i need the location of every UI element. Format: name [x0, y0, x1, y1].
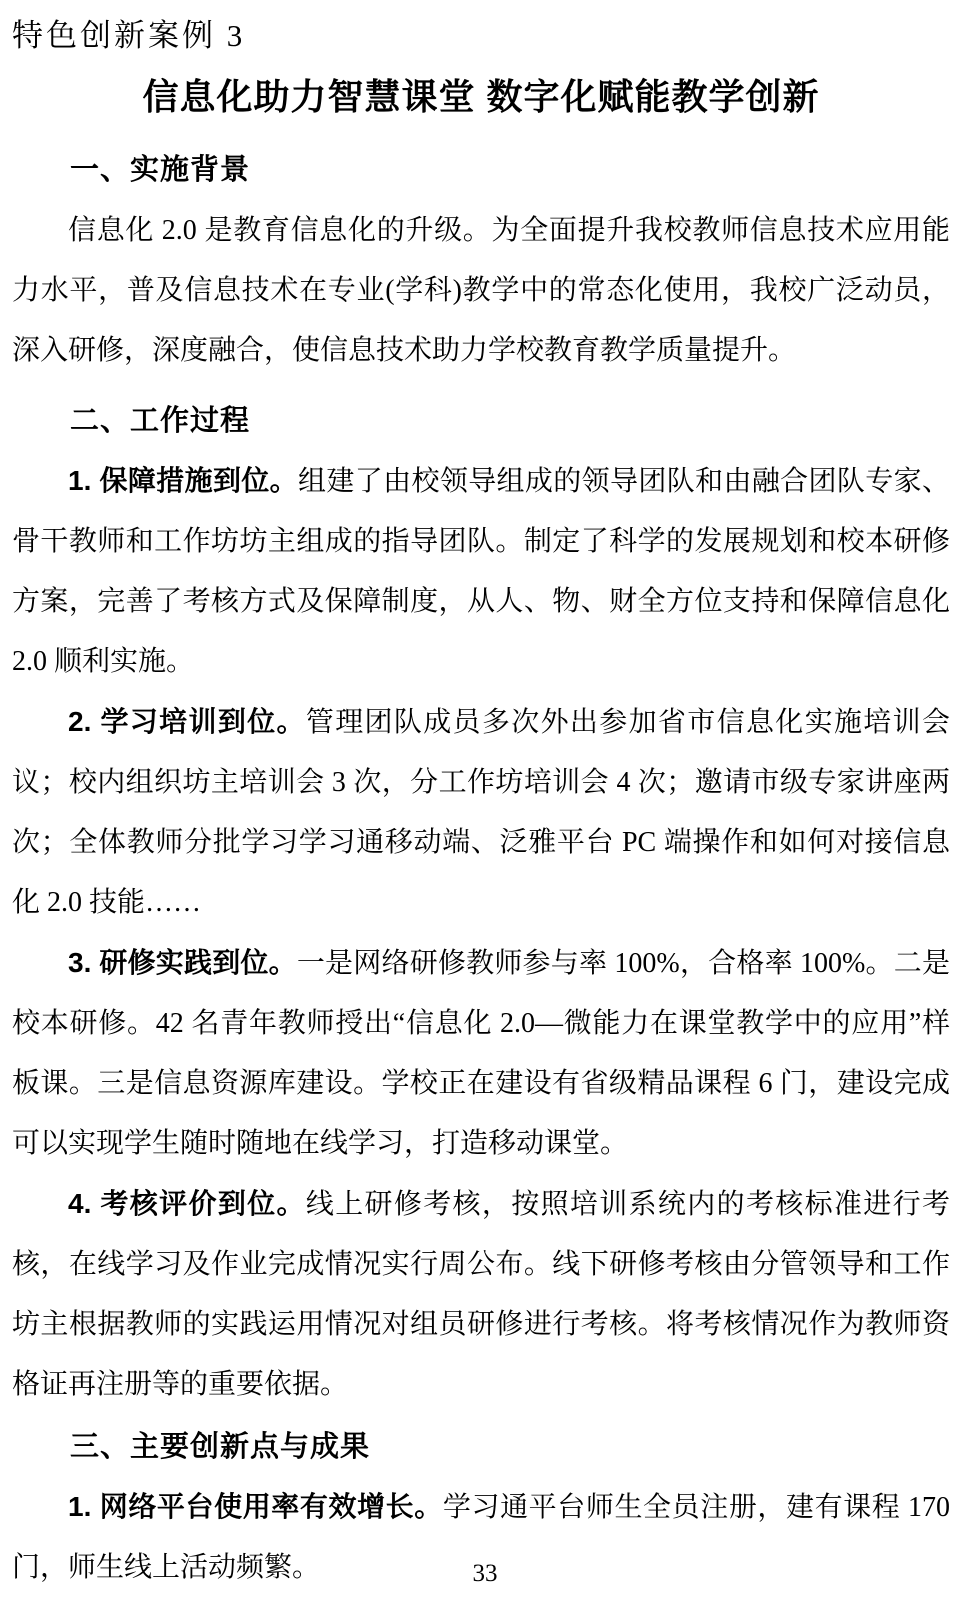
section-heading-innovations-results: 三、主要创新点与成果	[70, 1431, 371, 1463]
section-heading-work-process: 二、工作过程	[70, 405, 251, 437]
case-label: 特色创新案例 3	[12, 18, 246, 53]
paragraph-lead: 2. 学习培训到位。	[68, 706, 306, 737]
paragraph-text: 一是网络研修教师参与率 100%，合格率 100%。二是校本研修。42 名青年教师授出“信息化 2.0—微能力在课堂教学中的应用”样板课。三是信息资源库建设。学校正在建设有省级精品课程 6 门，建设完成可以实现学生随时随地在线学习，打造移动课堂。	[12, 948, 950, 1159]
section-heading-implementation-background: 一、实施背景	[70, 154, 251, 186]
paragraph-text: 学习通平台师生全员注册，建有课程 170 门，师生线上活动频繁。	[12, 1492, 950, 1583]
paragraph-lead: 4. 考核评价到位。	[68, 1188, 306, 1219]
paragraph-research-practice	[12, 933, 950, 1174]
page-title: 信息化助力智慧课堂 数字化赋能教学创新	[142, 76, 820, 117]
paragraph-text: 线上研修考核，按照培训系统内的考核标准进行考核，在线学习及作业完成情况实行周公布。线下研修考核由分管领导和工作坊主根据教师的实践运用情况对组员研修进行考核。将考核情况作为教师资格证再注册等的重要依据。	[12, 1189, 950, 1400]
paragraph-lead: 3. 研修实践到位。	[68, 947, 297, 978]
paragraph-guarantee-measures	[12, 451, 950, 692]
paragraph-background	[12, 200, 950, 381]
paragraph-learning-training	[12, 692, 950, 933]
paragraph-text: 管理团队成员多次外出参加省市信息化实施培训会议；校内组织坊主培训会 3 次，分工作坊培训会 4 次；邀请市级专家讲座两次；全体教师分批学习学习通移动端、泛雅平台 PC 端操作和如何对接信息化 2.0 技能……	[12, 707, 950, 918]
paragraph-text: 组建了由校领导组成的领导团队和由融合团队专家、骨干教师和工作坊坊主组成的指导团队。制定了科学的发展规划和校本研修方案，完善了考核方式及保障制度，从人、物、财全方位支持和保障信息化 2.0 顺利实施。	[12, 466, 950, 677]
paragraph-lead: 1. 网络平台使用率有效增长。	[68, 1491, 443, 1522]
paragraph-lead: 1. 保障措施到位。	[68, 465, 299, 496]
paragraph-text: 信息化 2.0 是教育信息化的升级。为全面提升我校教师信息技术应用能力水平，普及信息技术在专业(学科)教学中的常态化使用，我校广泛动员，深入研修，深度融合，使信息技术助力学校教育教学质量提升。	[12, 215, 950, 366]
paragraph-assessment-evaluation	[12, 1174, 950, 1415]
page-number: 33	[472, 1560, 498, 1587]
